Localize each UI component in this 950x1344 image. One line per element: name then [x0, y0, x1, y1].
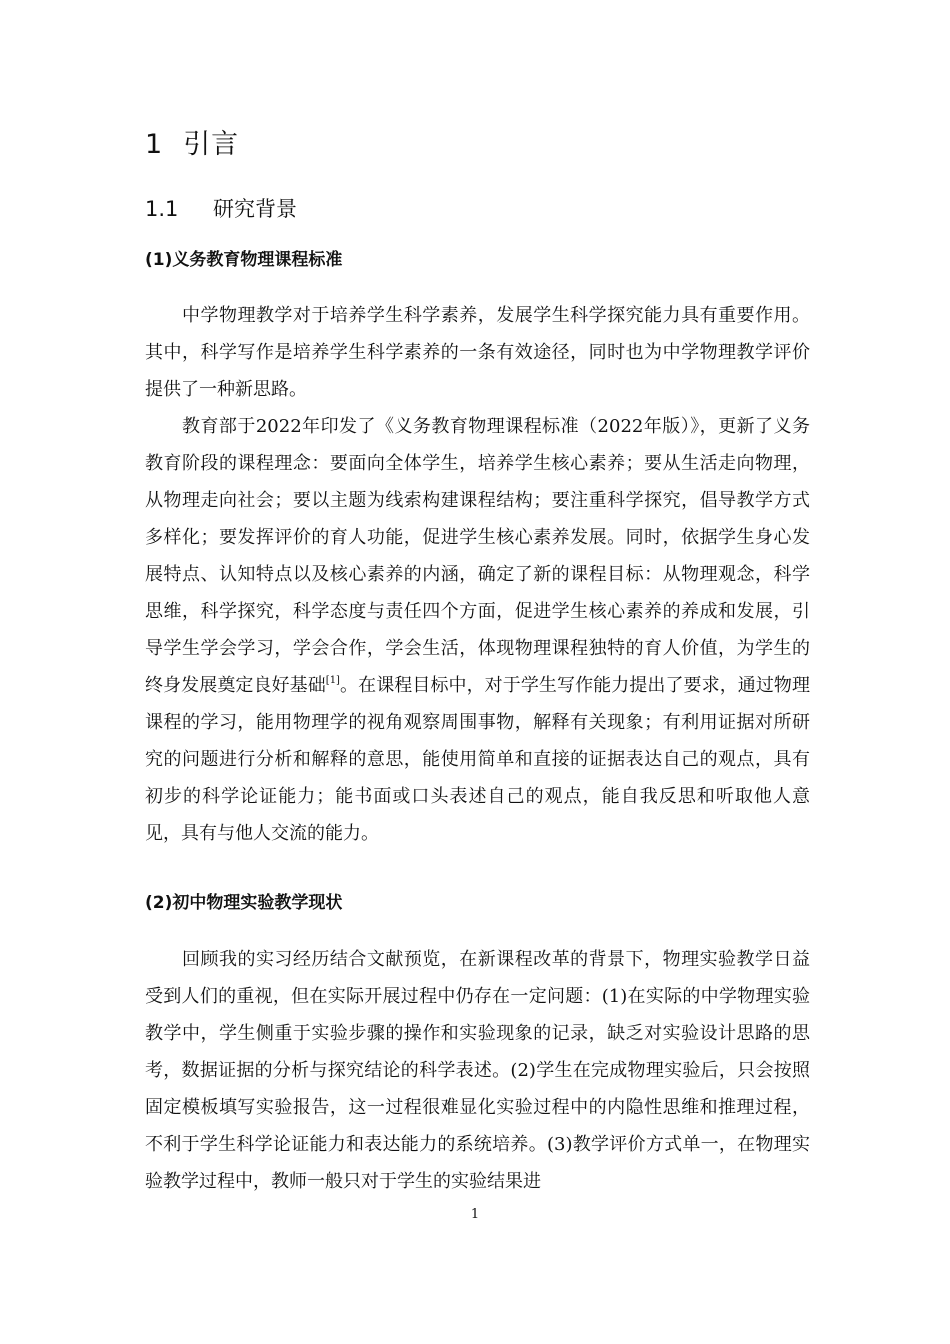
subsection-heading-1: (1)义务教育物理课程标准 [145, 250, 343, 270]
paragraph-2 [145, 408, 810, 852]
chapter-heading [145, 122, 239, 161]
citation-ref: [1] [325, 675, 340, 686]
chapter-title-text: 引言 [183, 129, 240, 160]
page-number: 1 [470, 1207, 480, 1222]
paragraph-1: 中学物理教学对于培养学生科学素养，发展学生科学探究能力具有重要作用。其中，科学写作是培养学生科学素养的一条有效途径，同时也为中学物理教学评价提供了一种新思路。 [145, 305, 810, 400]
paragraph-2-text-a: 教育部于2022年印发了《义务教育物理课程标准（2022年版）》，更新了义务教育阶段的课程理念：要面向全体学生，培养学生核心素养；要从生活走向物理，从物理走向社会；要以主题为线索构建课程结构；要注重科学探究，倡导教学方式多样化；要发挥评价的育人功能，促进学生核心素养发展。同时，依据学生身心发展特点、认知特点以及核心素养的内涵，确定了新的课程目标：从物理观念，科学思维，科学探究，科学态度与责任四个方面，促进学生核心素养的养成和发展，引导学生学会学习，学会合作，学会生活，体现物理课程独特的育人价值，为学生的终身发展奠定良好基础 [145, 416, 810, 696]
subsection-heading-2: (2)初中物理实验教学现状 [145, 893, 343, 913]
paragraph-3: 回顾我的实习经历结合文献预览，在新课程改革的背景下，物理实验教学日益受到人们的重视，但在实际开展过程中仍存在一定问题：(1)在实际的中学物理实验教学中，学生侧重于实验步骤的操作和实验现象的记录，缺乏对实验设计思路的思考，数据证据的分析与探究结论的科学表述。(2)学生在完成物理实验后，只会按照固定模板填写实验报告，这一过程很难显化实验过程中的内隐性思维和推理过程，不利于学生科学论证能力和表达能力的系统培养。(3)教学评价方式单一，在物理实验教学过程中，教师一般只对于学生的实验结果进 [145, 949, 810, 1192]
section-title-text: 研究背景 [213, 197, 297, 221]
section-heading [145, 193, 297, 223]
chapter-number: 1 [145, 129, 164, 160]
section-number: 1.1 [145, 197, 179, 221]
paragraph-2-text-b: 。在课程目标中，对于学生写作能力提出了要求，通过物理课程的学习，能用物理学的视角观察周围事物，解释有关现象；有利用证据对所研究的问题进行分析和解释的意思，能使用简单和直接的证据表达自己的观点，具有初步的科学论证能力；能书面或口头表述自己的观点，能自我反思和听取他人意见，具有与他人交流的能力。 [145, 675, 811, 844]
